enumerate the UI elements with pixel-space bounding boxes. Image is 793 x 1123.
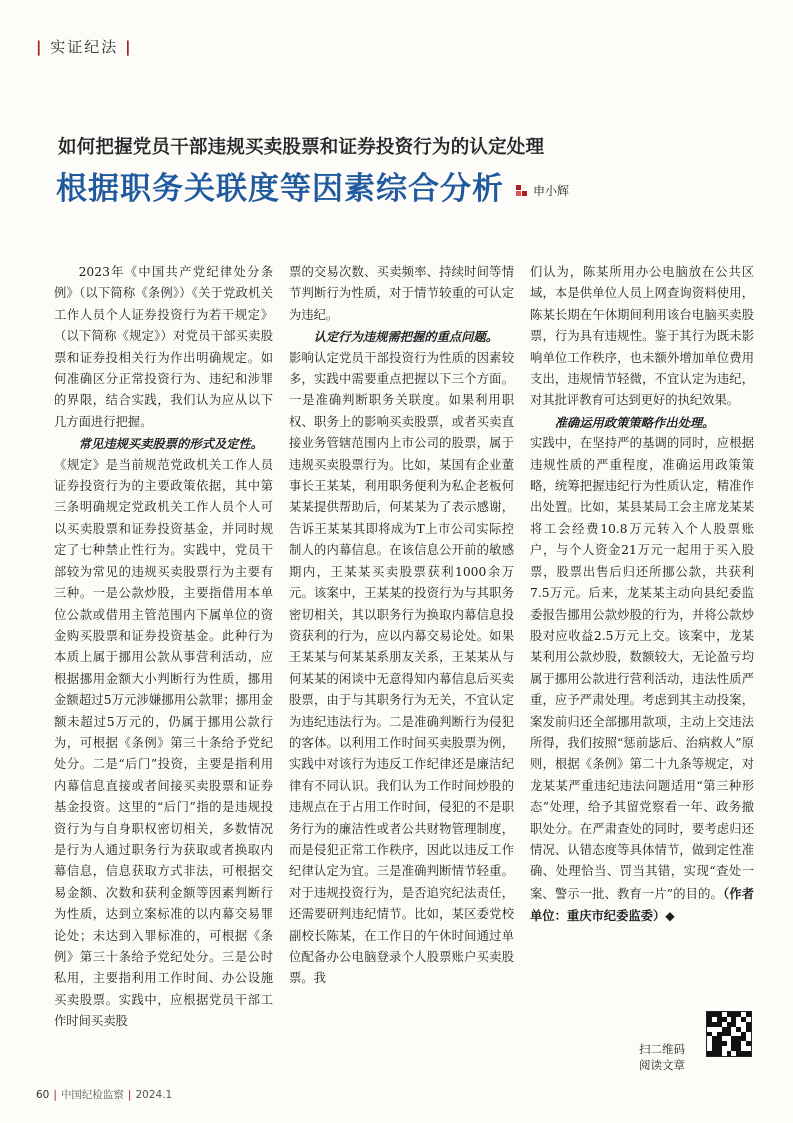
qr-caption-line2: 阅读文章 [639, 1058, 685, 1072]
paragraph-forms-continued: 票的交易次数、买卖频率、持续时间等情节判断行为性质，对于情节较重的可认定为违纪。 [289, 265, 514, 322]
section-heading-1: 常见违规买卖股票的形式及定性。 [78, 436, 264, 452]
journal-name: 中国纪检监察 [60, 1089, 124, 1101]
article-subtitle: 如何把握党员干部违规买卖股票和证券投资行为的认定处理 [58, 137, 545, 158]
footer-separator: | [127, 1089, 132, 1101]
column-3 [530, 262, 754, 928]
section-tag [36, 36, 133, 57]
qr-caption-line1: 扫二维码 [639, 1042, 685, 1056]
article-title: 根据职务关联度等因素综合分析 [56, 171, 504, 207]
paragraph-handling-text: 实践中，在坚持严的基调的同时，应根据违规性质的严重程度，准确运用政策策略，统筹把握违纪行为性质认定，精准作出处置。比如，某县某局工会主席龙某某将工会经费10.8万元转入个人股票账户，与个人资金21万元一起用于买入股票，股票出售后归还所挪公款，共获利7.5万元。后来，龙某某主动向县纪委监委报告挪用公款炒股的行为，并将公款炒股对应收益2.5万元上交。该案中，龙某某利用公款炒股，数额较大，无论盈亏均属于挪用公款进行营利活动，违法性质严重，应予严肃处理。考虑到其主动投案，案发前归还全部挪用款项，主动上交违法所得，我们按照“惩前毖后、治病救人”原则，根据《条例》第二十九条等规定，对龙某某严重违纪违法问题适用“第三种形态”处理，给予其留党察看一年、政务撤职处分。在严肃查处的同时，要考虑归还情况、认错态度等具体情节，做到定性准确、处理恰当、罚当其错，实现“查处一案、警示一批、教育一片”的目的。 [530, 436, 754, 901]
section-heading-2: 认定行为违规需把握的重点问题。 [313, 329, 499, 345]
qr-code-icon[interactable] [706, 1011, 752, 1057]
paragraph-key-issues-continued: 们认为，陈某所用办公电脑放在公共区域，本是供单位人员上网查询资料使用，陈某长期在午休期间利用该台电脑买卖股票，行为具有违规性。鉴于其行为既未影响单位工作秩序，也未额外增加单位费用支出，违规情节轻微，不宜认定为违纪，对其批评教育可达到更好的执纪效果。 [530, 265, 754, 408]
author-name: 申小辉 [533, 184, 570, 198]
paragraph-intro: 2023年《中国共产党纪律处分条例》（以下简称《条例》）《关于党政机关工作人员个人证券投资行为若干规定》（以下简称《规定》）对党员干部买卖股票和证券投相关行为作出明确规定。如何准确区分正常投资行为、违纪和涉罪的界限，结合实践，我们认为应从以下几方面进行把握。 [54, 265, 273, 429]
column-2 [289, 262, 514, 990]
footer-separator: | [53, 1089, 57, 1101]
paragraph-forms: 《规定》是当前规范党政机关工作人员证券投资行为的主要政策依据，其中第三条明确规定党政机关工作人员个人可以买卖股票和证券投资基金，并同时规定了七种禁止性行为。实践中，党员干部较为常见的违规买卖股票行为主要有三种。一是公款炒股，主要指借用本单位公款或借用主管范围内下属单位的资金购买股票和证券投资基金。此种行为本质上属于挪用公款从事营利活动，应根据挪用金额大小判断行为性质，挪用金额超过5万元涉嫌挪用公款罪；挪用金额未超过5万元的，仍属于挪用公款行为，可根据《条例》第三十条给予党纪处分。二是“后门”投资，主要是指利用内幕信息直接或者间接买卖股票和证券基金投资。这里的“后门”指的是违规投资行为与自身职权密切相关，多数情况是行为人通过职务行为获取或者换取内幕信息，信息获取方式非法，可根据交易金额、次数和获利金额等因素判断行为性质，达到立案标准的以内幕交易罪论处；未达到入罪标准的，可根据《条例》第三十条给予党纪处分。三是公时私用，主要指利用工作时间、办公设施买卖股票。实践中，应根据党员干部工作时间买卖股 [54, 457, 273, 1029]
section-tag-label: 实证纪法 [50, 38, 119, 56]
section-tag-bar-right: | [125, 38, 133, 56]
issue-number: 2024.1 [135, 1089, 173, 1101]
qr-caption [639, 1041, 685, 1073]
column-1 [54, 262, 273, 1033]
page-footer [36, 1087, 172, 1102]
page-number: 60 [36, 1089, 50, 1101]
author-byline [516, 182, 569, 199]
author-mark-icon [516, 185, 527, 196]
paragraph-handling: 实践中，在坚持严的基调的同时，应根据违规性质的严重程度，准确运用政策策略，统筹把握违纪行为性质认定，精准作出处置。比如，某县某局工会主席龙某某将工会经费10.8万元转入个人股票账户，与个人资金21万元一起用于买入股票，股票出售后归还所挪公款，共获利7.5万元。后来，龙某某主动向县纪委监委报告挪用公款炒股的行为，并将公款炒股对应收益2.5万元上交。该案中，龙某某利用公款炒股，数额较大，无论盈亏均属于挪用公款进行营利活动，违法性质严重，应予严肃处理。考虑到其主动投案，案发前归还全部挪用款项，主动上交违法所得，我们按照“惩前毖后、治病救人”原则，根据《条例》第二十九条等规定，对龙某某严重违纪违法问题适用“第三种形态”处理，给予其留党察看一年、政务撤职处分。在严肃查处的同时，要考虑归还情况、认错态度等具体情节，做到定性准确、处理恰当、罚当其错，实现“查处一案、警示一批、教育一片”的目的。（作者单位：重庆市纪委监委）◆ [530, 436, 754, 924]
author-affiliation: （作者单位：重庆市纪委监委） [530, 885, 754, 924]
paragraph-key-issues: 影响认定党员干部投资行为性质的因素较多，实践中需要重点把握以下三个方面。一是准确判断职务关联度。如果利用职权、职务上的影响买卖股票，或者买卖直接业务管辖范围内上市公司的股票，属于违规买卖股票行为。比如，某国有企业董事长王某某，利用职务便利为私企老板何某某提供帮助后，何某某为了表示感谢，告诉王某某其即将成为T上市公司实际控制人的内幕信息。在该信息公开前的敏感期内，王某某买卖股票获利1000余万元。该案中，王某某的投资行为与其职务密切相关，其以职务行为换取内幕信息投资获利的行为，应以内幕交易论处。如果王某某与何某某系朋友关系，王某某从与何某某的闲谈中无意得知内幕信息后买卖股票，由于与其职务行为无关，不宜认定为违纪违法行为。二是准确判断行为侵犯的客体。以利用工作时间买卖股票为例，实践中对该行为违反工作纪律还是廉洁纪律有不同认识。我们认为工作时间炒股的违规点在于占用工作时间，侵犯的不是职务行为的廉洁性或者公共财物管理制度，而是侵犯正常工作秩序，因此以违反工作纪律认定为宜。三是准确判断情节轻重。对于违规投资行为，是否追究纪法责任，还需要研判违纪情节。比如，某区委党校副校长陈某，在工作日的午休时间通过单位配备办公电脑登录个人股票账户买卖股票。我 [289, 350, 514, 986]
section-heading-3: 准确运用政策策略作出处理。 [554, 414, 715, 430]
section-tag-bar-left: | [36, 38, 44, 56]
